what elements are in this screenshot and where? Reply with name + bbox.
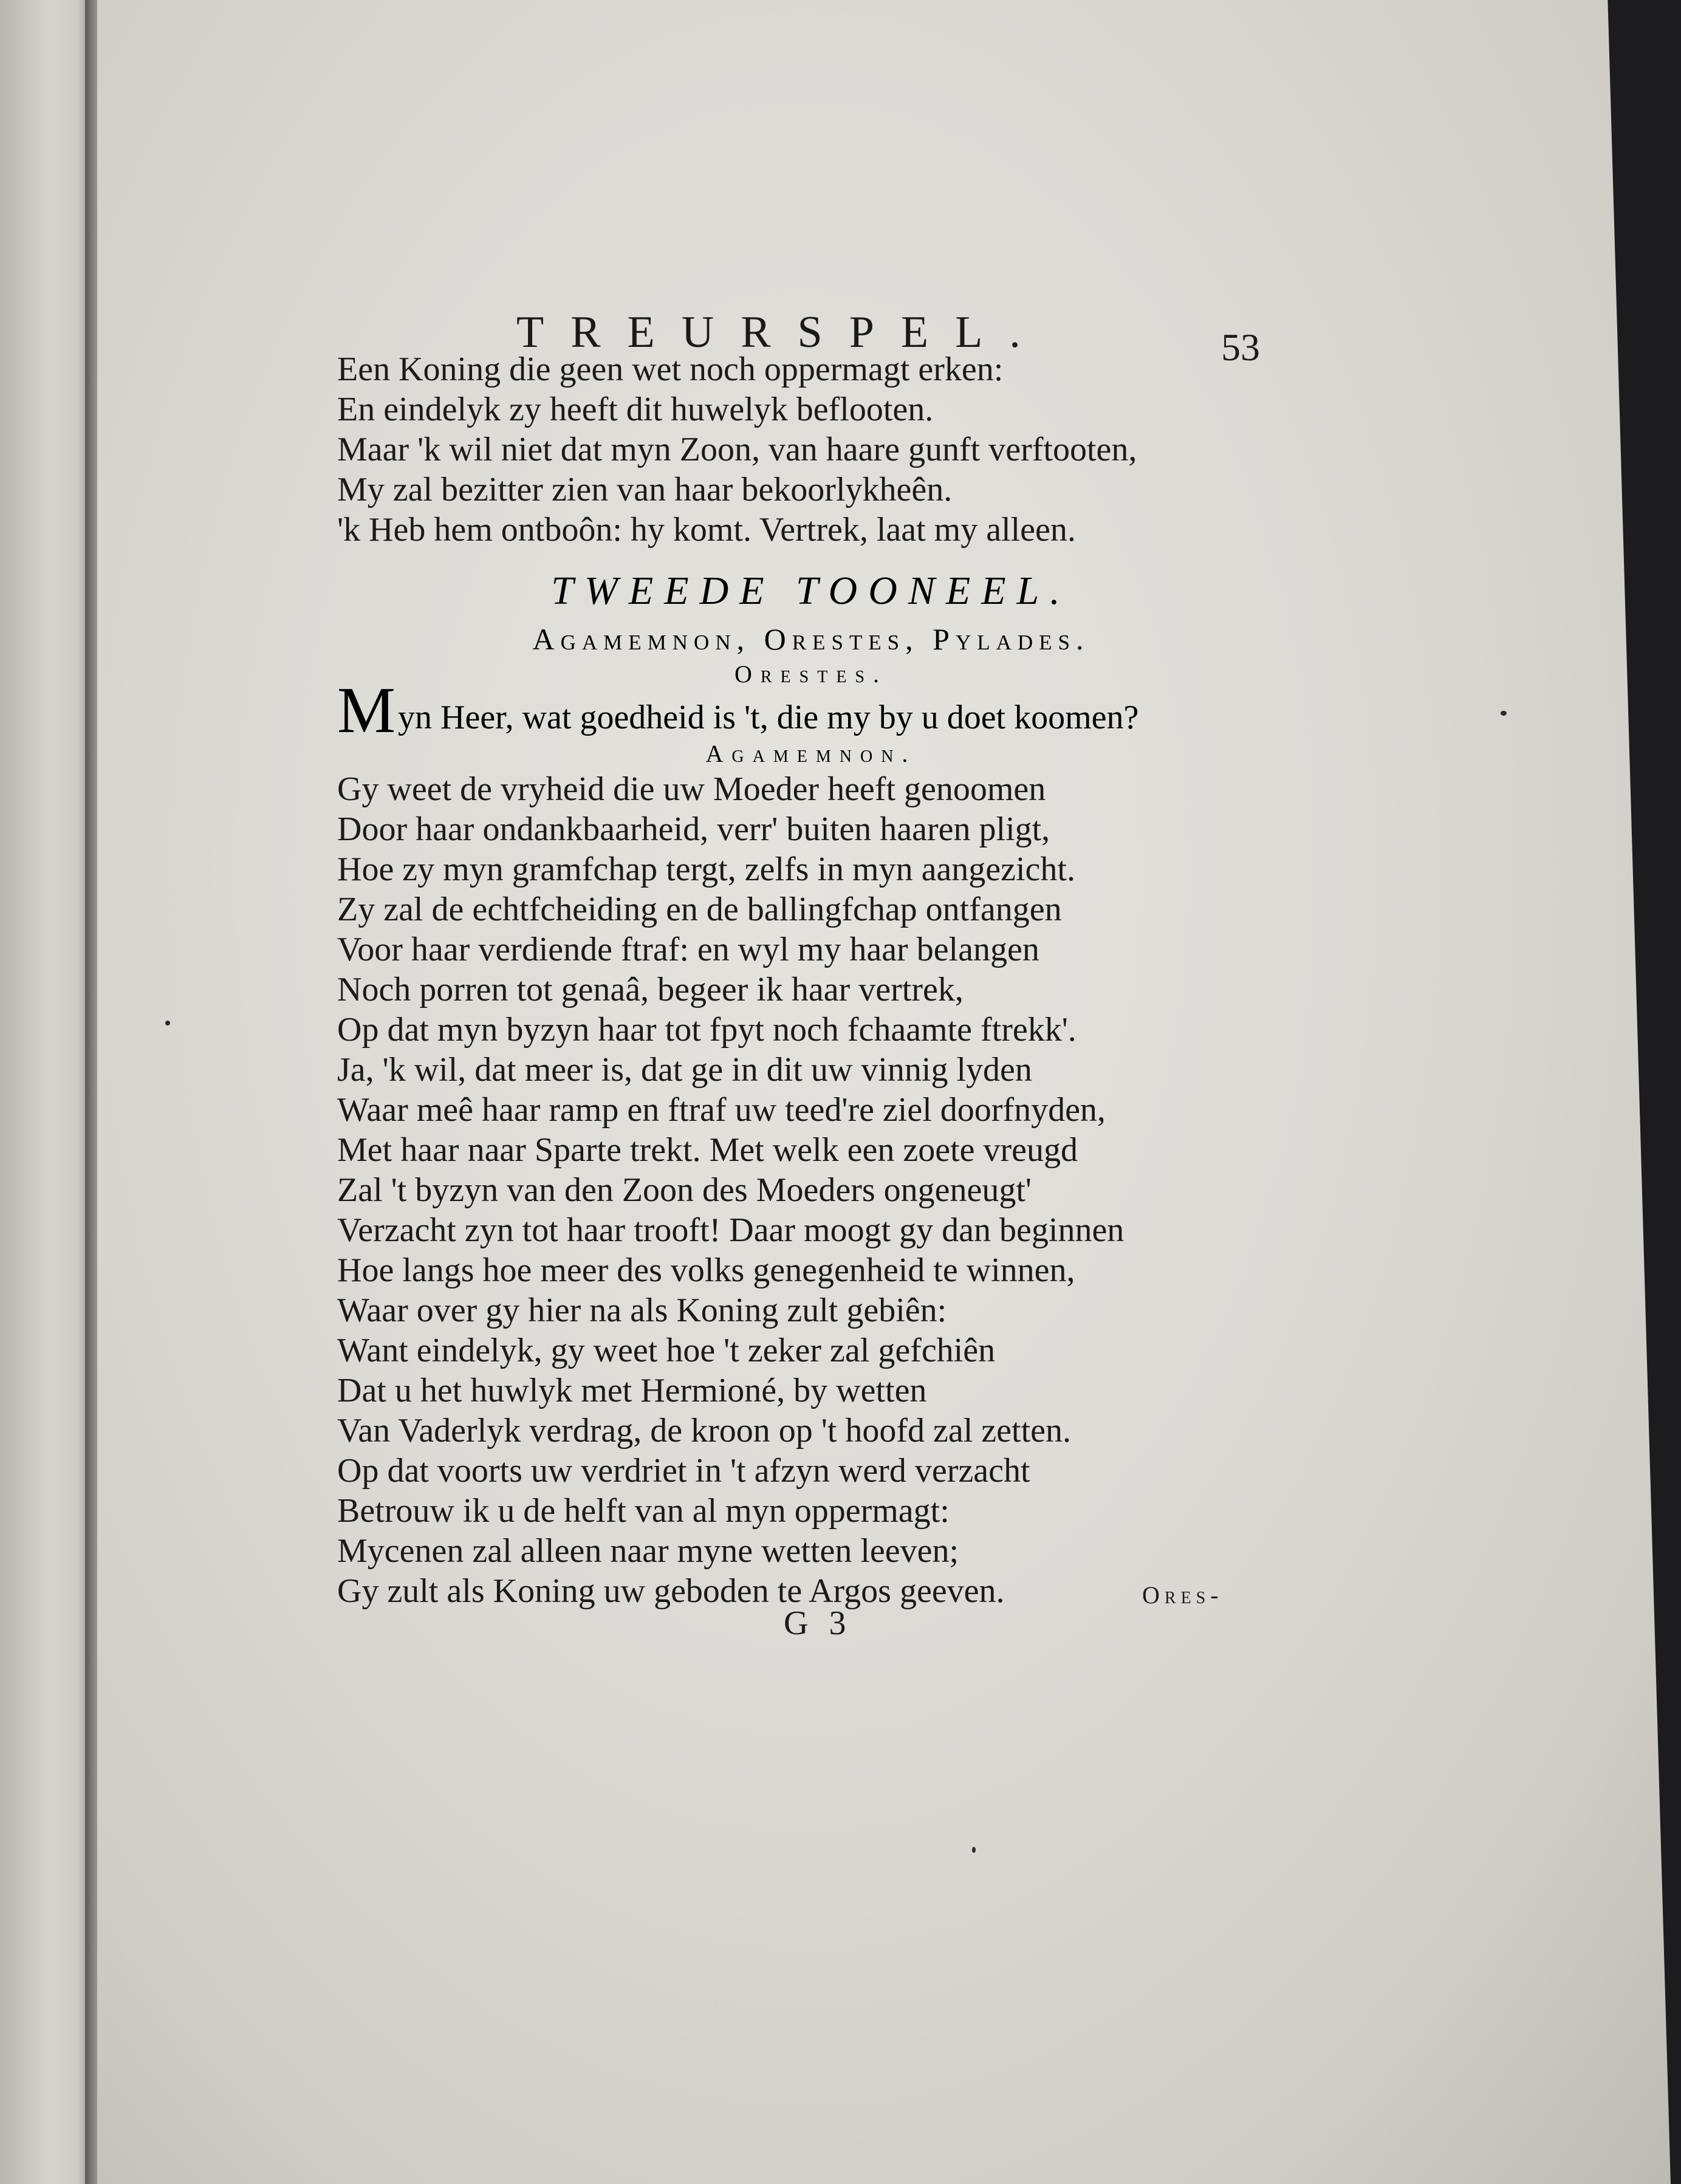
drop-cap: M <box>337 674 396 747</box>
verse-line: Op dat myn byzyn haar tot fpyt noch fchaamte ftrekk'. <box>337 1011 1077 1049</box>
verse-line: Waar meê haar ramp en ftraf uw teed're ziel doorfnyden, <box>337 1091 1106 1129</box>
verse-line: Door haar ondankbaarheid, verr' buiten haaren pligt, <box>337 810 1050 848</box>
verse-line: Van Vaderlyk verdrag, de kroon op 't hoofd zal zetten. <box>337 1412 1071 1450</box>
speaker-name: Orestes. <box>734 660 888 688</box>
verse-line: Waar over gy hier na als Koning zult gebiên: <box>337 1292 947 1329</box>
paper-speck <box>972 1847 976 1853</box>
verse-line: Mycenen zal alleen naar myne wetten leeven; <box>337 1532 959 1570</box>
verse-line: Met haar naar Sparte trekt. Met welk een zoete vreugd <box>337 1131 1078 1169</box>
verse-line: Een Koning die geen wet noch oppermagt erken: <box>337 351 1004 388</box>
cast-list: Agamemnon, Orestes, Pylades. <box>532 622 1090 656</box>
verse-line: Betrouw ik u de helft van al myn oppermagt: <box>337 1492 950 1530</box>
verse-line: Dat u het huwlyk met Hermioné, by wetten <box>337 1372 927 1409</box>
verse-line: Ja, 'k wil, dat meer is, dat ge in dit uw vinnig lyden <box>337 1051 1032 1089</box>
verse-line: Hoe zy myn gramfchap tergt, zelfs in myn aangezicht. <box>337 851 1075 888</box>
running-head: TREURSPEL. <box>516 307 1047 357</box>
verse-line: Verzacht zyn tot haar trooft! Daar moogt gy dan beginnen <box>337 1211 1125 1249</box>
left-page-edge <box>0 0 91 2184</box>
verse-line: Noch porren tot genaâ, begeer ik haar vertrek, <box>337 971 964 1008</box>
verse-line: Hoe langs hoe meer des volks genegenheid te winnen, <box>337 1251 1075 1289</box>
verse-line: My zal bezitter zien van haar bekoorlykheên. <box>337 471 953 508</box>
scene-title: TWEEDE TOONEEL. <box>551 569 1071 613</box>
verse-line: Voor haar verdiende ftraf: en wyl my haar belangen <box>337 931 1039 968</box>
verse-line: Gy zult als Koning uw geboden te Argos geeven. <box>337 1572 1005 1610</box>
verse-line: Op dat voorts uw verdriet in 't afzyn werd verzacht <box>337 1452 1030 1490</box>
first-line-text: yn Heer, wat goedheid is 't, die my by u doet koomen? <box>398 699 1139 736</box>
catchword: Ores- <box>1142 1581 1224 1609</box>
verse-line: Maar 'k wil niet dat myn Zoon, van haare gunft verftooten, <box>337 431 1137 468</box>
verse-line: Zy zal de echtfcheiding en de ballingfchap ontfangen <box>337 891 1062 928</box>
signature-mark: G 3 <box>784 1604 852 1642</box>
speaker-name: Agamemnon. <box>705 740 917 767</box>
paper-speck <box>1501 711 1507 716</box>
verse-line: En eindelyk zy heeft dit huwelyk beflooten. <box>337 391 934 428</box>
verse-line: Gy weet de vryheid die uw Moeder heeft genoomen <box>337 770 1046 808</box>
page-number: 53 <box>1221 326 1260 369</box>
verse-line: Want eindelyk, gy weet hoe 't zeker zal gefchiên <box>337 1332 996 1369</box>
verse-line: 'k Heb hem ontboôn: hy komt. Vertrek, laat my alleen. <box>337 511 1076 549</box>
verse-line: Zal 't byzyn van den Zoon des Moeders ongeneugt' <box>337 1171 1032 1209</box>
paper-speck <box>165 1021 170 1025</box>
text-block <box>337 349 1285 1611</box>
